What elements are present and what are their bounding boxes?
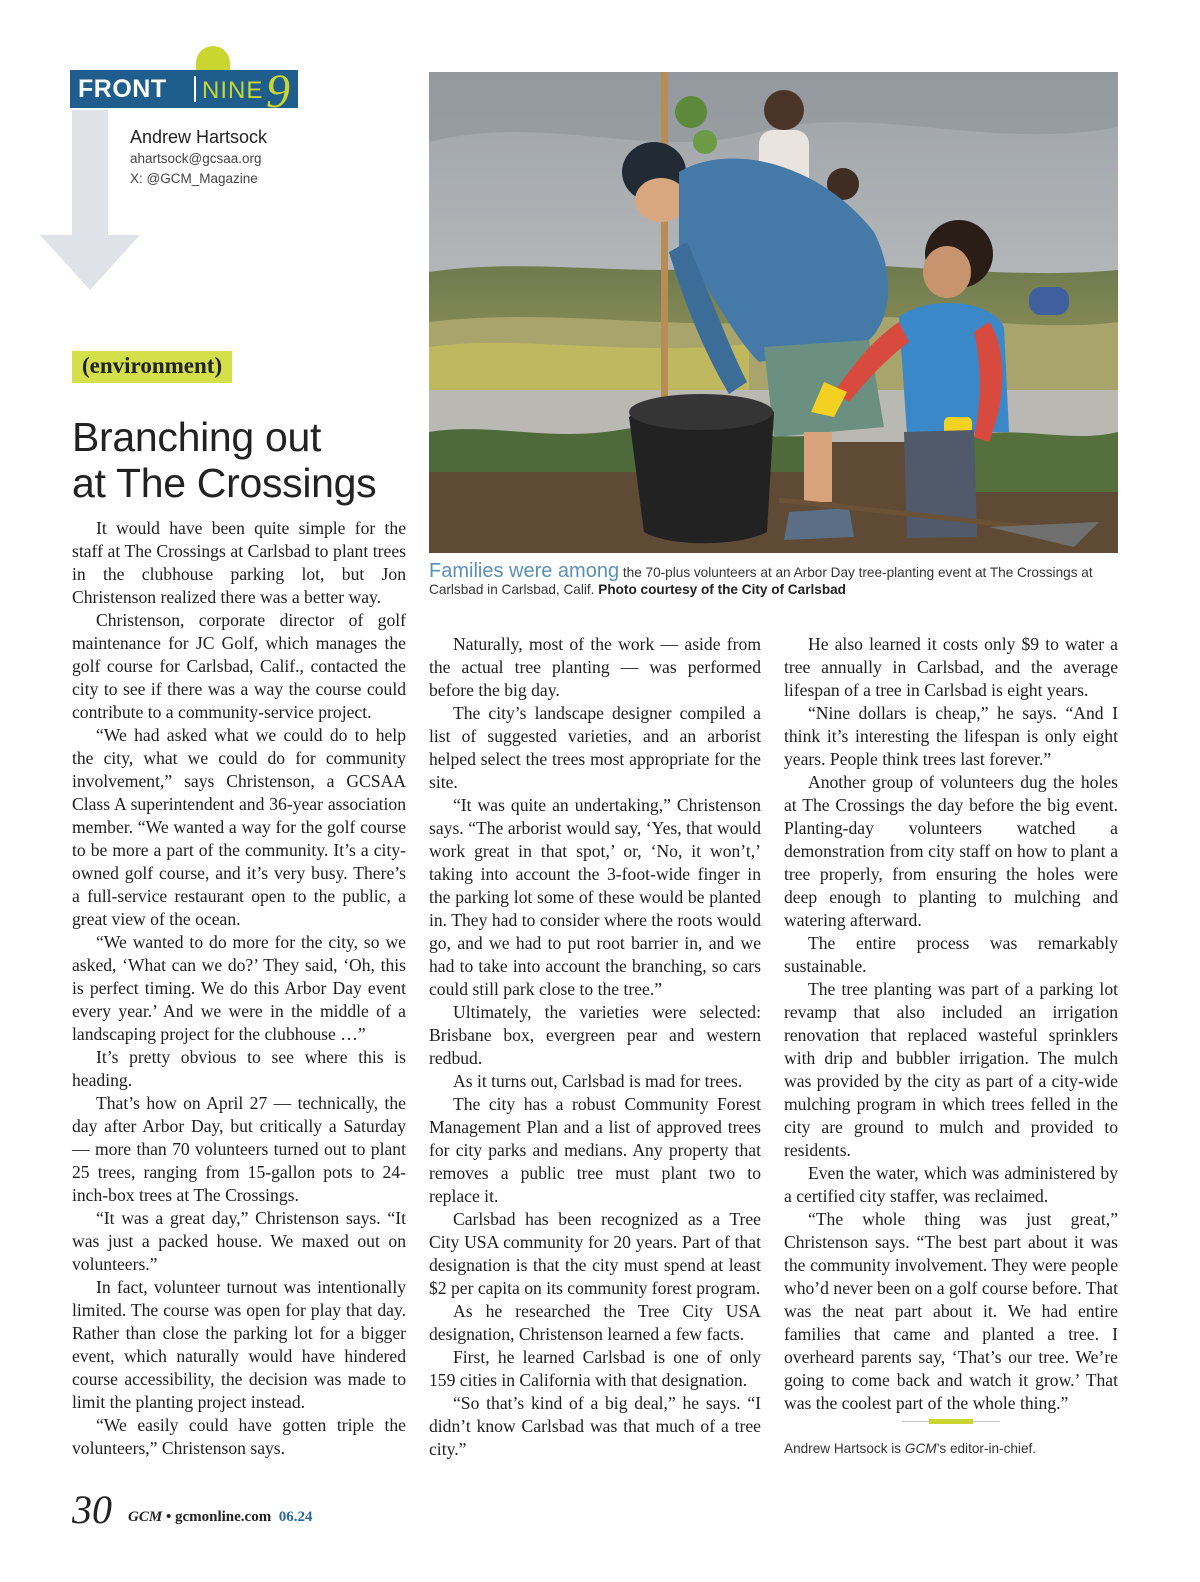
photo-caption: [429, 560, 1118, 598]
paragraph: It’s pretty obvious to see where this is heading.: [72, 1047, 406, 1090]
footer-bullet: •: [162, 1509, 175, 1525]
paragraph: The tree planting was part of a parking lot revamp that also included an irrigation renovation that replaced wasteful sprinklers with drip and bubbler irrigation. The mulch was provided by the city as part of a city-wide mulching program in which trees felled in the city are ground to mulch and provided to residents.: [784, 979, 1118, 1160]
paragraph: The city has a robust Community Forest Management Plan and a list of approved trees for city parks and medians. Any property that removes a public tree must plant two to replace it.: [429, 1094, 761, 1206]
logo-numeral: 9: [266, 65, 290, 118]
paragraph: Another group of volunteers dug the holes at The Crossings the day before the big event. Planting-day volunteers watched a demonstration from city staff on how to plant a tree properly, from ensuring the holes were deep enough to planting to mulching and watering afterward.: [784, 772, 1118, 930]
paragraph: “It was a great day,” Christenson says. “It was just a packed house. We maxed out on volunteers.”: [72, 1208, 406, 1274]
bio-divider: [902, 1419, 1000, 1424]
paragraph: “We easily could have gotten triple the volunteers,” Christenson says.: [72, 1415, 406, 1458]
paragraph: The entire process was remarkably sustainable.: [784, 933, 1118, 976]
paragraph: First, he learned Carlsbad is one of only 159 cities in California with that designation.: [429, 1347, 761, 1390]
headline-line-1: Branching out: [72, 414, 322, 460]
author-bio: [784, 1441, 1036, 1456]
logo-divider: [194, 76, 196, 102]
page-title: [72, 414, 422, 506]
paragraph: “It was quite an undertaking,” Christenson says. “The arborist would say, ‘Yes, that would work great in that spot,’ or, ‘No, it won’t,’ taking into account the 3-foot-wide finger in the parking lot some of these would be planted in. They had to consider where the roots would go, and we had to put root barrier in, and we had to take into account the branching, so cars could still park close to the tree.”: [429, 795, 761, 999]
volunteer-tree-planting-photo: [429, 72, 1118, 553]
down-arrow-icon: [40, 110, 140, 290]
article-column-1: [72, 517, 406, 1460]
footer-publication: [128, 1509, 312, 1526]
paragraph: As he researched the Tree City USA designation, Christenson learned a few facts.: [429, 1301, 761, 1344]
caption-text: the 70-plus volunteers at an Arbor Day tree-planting event at The Crossings at Carlsbad in Carlsbad, Calif.: [429, 565, 1093, 597]
paragraph: Ultimately, the varieties were selected: Brisbane box, evergreen pear and western redbud.: [429, 1002, 761, 1068]
photo-credit: Photo courtesy of the City of Carlsbad: [598, 582, 846, 597]
paragraph: “So that’s kind of a big deal,” he says. “I didn’t know Carlsbad was that much of a tree city.”: [429, 1393, 761, 1459]
author-email[interactable]: ahartsock@gcsaa.org: [130, 151, 262, 166]
paragraph: He also learned it costs only $9 to water a tree annually in Carlsbad, and the average lifespan of a tree in Carlsbad is eight years.: [784, 634, 1118, 700]
article-column-2: [429, 633, 761, 1461]
footer-magazine: GCM: [128, 1509, 163, 1525]
footer-site-link[interactable]: gcmonline.com: [174, 1509, 272, 1525]
paragraph: Naturally, most of the work — aside from the actual tree planting — was performed before the big day.: [429, 634, 761, 700]
paragraph: That’s how on April 27 — technically, the day after Arbor Day, but critically a Saturday — more than 70 volunteers turned out to plant 25 trees, ranging from 15-gallon pots to 24-inch-box trees at The Crossings.: [72, 1093, 406, 1205]
author-name: Andrew Hartsock: [130, 127, 268, 147]
front-nine-logo: [70, 65, 300, 118]
page-number: 30: [72, 1487, 112, 1532]
bio-suffix: ’s editor-in-chief.: [936, 1441, 1037, 1456]
headline-line-2: at The Crossings: [72, 460, 377, 506]
bio-magazine: GCM: [904, 1441, 937, 1456]
author-x-handle[interactable]: X: @GCM_Magazine: [130, 171, 258, 186]
bio-prefix: Andrew Hartsock is: [784, 1441, 905, 1456]
section-tag: (environment): [72, 351, 232, 383]
paragraph: Even the water, which was administered by a certified city staffer, was reclaimed.: [784, 1163, 1118, 1206]
paragraph: It would have been quite simple for the staff at The Crossings at Carlsbad to plant trees in the clubhouse parking lot, but Jon Christenson realized there was a better way.: [72, 518, 406, 607]
paragraph: “Nine dollars is cheap,” he says. “And I think it’s interesting the lifespan is only eight years. People think trees last forever.”: [784, 703, 1118, 769]
paragraph: “We wanted to do more for the city, so we asked, ‘What can we do?’ They said, ‘Oh, this is perfect timing. We do this Arbor Day event every year.’ And we were in the middle of a landscaping project for the clubhouse …”: [72, 932, 406, 1044]
caption-lead: Families were among: [429, 560, 620, 582]
paragraph: “The whole thing was just great,” Christenson says. “The best part about it was the community involvement. They were people who’d never been on a golf course before. That was the neat part about it. We had entire families that came and planted a tree. I overheard parents say, ‘That’s our tree. We’re going to come back and watch it grow.’ That was the coolest part of the whole thing.”: [784, 1209, 1118, 1413]
paragraph: “We had asked what we could do to help the city, what we could do for community involvement,” says Christenson, a GCSAA Class A superintendent and 36-year association member. “We wanted a way for the golf course to be more a part of the community. It’s a city-owned golf course, and it’s very busy. There’s a full-service restaurant open to the public, a great view of the ocean.: [72, 725, 406, 929]
footer-issue: 06.24: [278, 1509, 313, 1525]
logo-front-text: FRONT: [78, 75, 167, 103]
paragraph: Christenson, corporate director of golf maintenance for JC Golf, which manages the golf course for Carlsbad, Calif., contacted the city to see if there was a way the course could contribute to a community-service project.: [72, 610, 406, 722]
logo-nine-text: NINE: [202, 77, 264, 104]
paragraph: The city’s landscape designer compiled a list of suggested varieties, and an arborist helped select the trees most appropriate for the site.: [429, 703, 761, 792]
article-column-3: [784, 633, 1118, 1415]
paragraph: As it turns out, Carlsbad is mad for trees.: [453, 1071, 743, 1091]
paragraph: In fact, volunteer turnout was intentionally limited. The course was open for play that day. Rather than close the parking lot for a bigger event, which naturally would have hindered course accessibility, the decision was made to limit the planting project instead.: [72, 1277, 406, 1412]
paragraph: Carlsbad has been recognized as a Tree City USA community for 20 years. Part of that designation is that the city must spend at least $2 per capita on its community forest program.: [429, 1209, 761, 1298]
